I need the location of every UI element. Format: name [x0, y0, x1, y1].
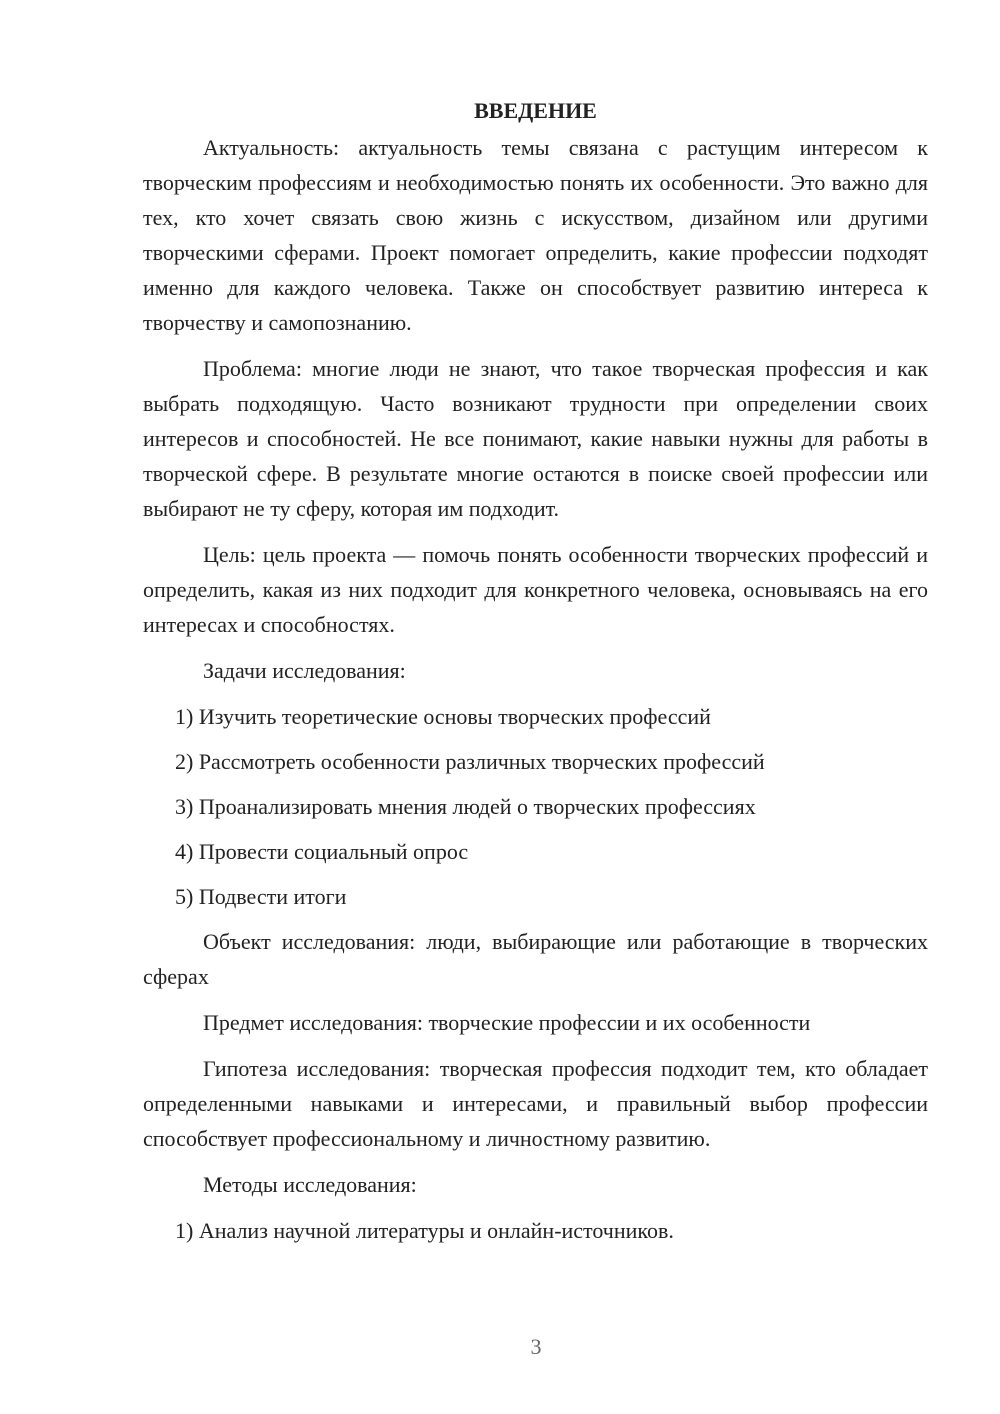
page-title: ВВЕДЕНИЕ [474, 98, 597, 123]
paragraph-goal: Цель: цель проекта — помочь понять особенности творческих профессий и определить, какая из них подходит для конкретного человека, основываясь на его интересах и способностях. [143, 542, 928, 637]
method-item: 1) Анализ научной литературы и онлайн-источников. [175, 1218, 674, 1243]
methods-heading: Методы исследования: [203, 1172, 417, 1197]
task-item: 4) Провести социальный опрос [175, 839, 469, 864]
task-item: 1) Изучить теоретические основы творческих профессий [175, 704, 711, 729]
paragraph-problem: Проблема: многие люди не знают, что такое творческая профессия и как выбрать подходящую. Часто возникают трудности при определении своих интересов и способностей. Не все понимают, какие навыки нужны для работы в творческой сфере. В результате многие остаются в поиске своей профессии или выбирают не ту сферу, которая им подходит. [143, 356, 928, 521]
task-item: 3) Проанализировать мнения людей о творческих профессиях [175, 794, 756, 819]
paragraph-object: Объект исследования: люди, выбирающие или работающие в творческих сферах [143, 929, 928, 989]
tasks-heading: Задачи исследования: [203, 658, 406, 683]
paragraph-hypothesis: Гипотеза исследования: творческая профессия подходит тем, кто обладает определенными навыками и интересами, и правильный выбор профессии способствует профессиональному и личностному развитию. [143, 1056, 928, 1151]
paragraph-subject: Предмет исследования: творческие профессии и их особенности [203, 1010, 811, 1035]
page-number: 3 [530, 1334, 542, 1359]
task-item: 2) Рассмотреть особенности различных творческих профессий [175, 749, 765, 774]
document-page [143, 96, 928, 1258]
paragraph-relevance: Актуальность: актуальность темы связана с растущим интересом к творческим профессиям и необходимостью понять их особенности. Это важно для тех, кто хочет связать свою жизнь с искусством, дизайном или другими творческими сферами. Проект помогает определить, какие профессии подходят именно для каждого человека. Также он способствует развитию интереса к творчеству и самопознанию. [143, 135, 928, 335]
task-item: 5) Подвести итоги [175, 884, 347, 909]
